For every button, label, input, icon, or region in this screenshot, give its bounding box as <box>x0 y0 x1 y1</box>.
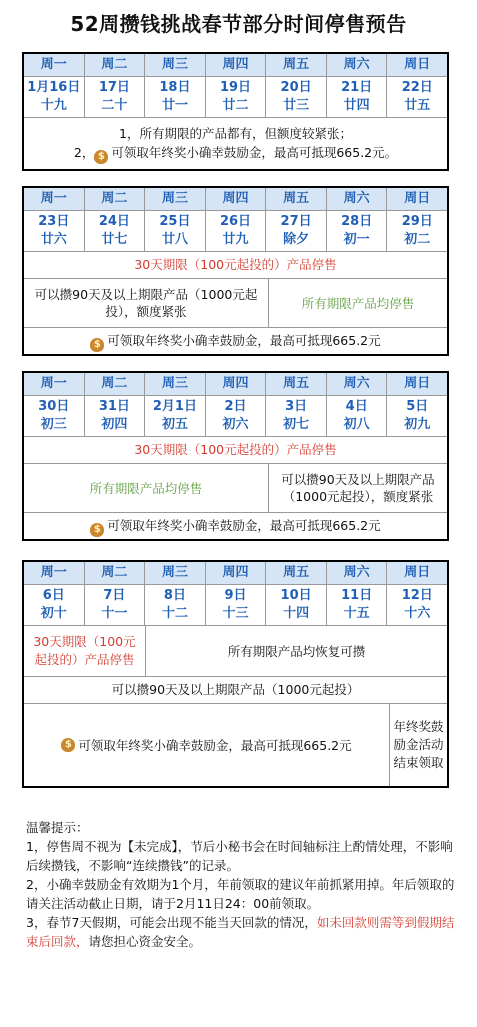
weekday: 周六 <box>327 54 388 76</box>
date-cell: 24日 廿七 <box>85 211 146 251</box>
weekday: 周日 <box>404 57 431 72</box>
week-table-3 <box>22 371 449 541</box>
date-cell: 30日 初三 <box>24 396 85 436</box>
weekday: 周一 <box>24 562 85 584</box>
weekday: 周二 <box>85 373 146 395</box>
date-cell: 12日 十六 <box>401 588 433 621</box>
weekday-header <box>24 54 447 77</box>
date-cell: 21日 廿四 <box>327 77 388 117</box>
all-stopped: 所有期限产品均停售 <box>24 464 269 512</box>
long-term-available: 可以攒90天及以上期限产品（1000元起投），额度紧张 <box>281 472 435 504</box>
bonus-line: $ 可领取年终奖小确幸鼓励金，最高可抵现665.2元 <box>24 704 390 786</box>
money-bag-icon: $ <box>90 338 104 352</box>
date-cell: 26日 廿九 <box>206 211 267 251</box>
weekday: 周四 <box>206 562 267 584</box>
weekday: 周日 <box>404 191 431 206</box>
date-cell: 20日 廿三 <box>266 77 327 117</box>
activity-end-notice: 年终奖鼓励金活动结束领取 <box>393 719 444 770</box>
bonus-line: $ 可领取年终奖小确幸鼓励金，最高可抵现665.2元 <box>24 513 447 539</box>
weekday-header <box>24 188 447 211</box>
long-term-available: 可以攒90天及以上期限产品（1000元起投） <box>24 677 447 704</box>
weekday: 周四 <box>206 373 267 395</box>
weekday: 周五 <box>266 54 327 76</box>
date-cell: 1月16日 十九 <box>24 77 85 117</box>
weekday: 周二 <box>85 54 146 76</box>
weekday: 周六 <box>327 562 388 584</box>
weekday: 周五 <box>266 188 327 210</box>
date-cell: 28日 初一 <box>327 211 388 251</box>
weekday: 周二 <box>85 562 146 584</box>
all-stopped: 所有期限产品均停售 <box>301 296 415 311</box>
date-cell: 7日 十一 <box>85 585 146 625</box>
week-table-2 <box>22 186 449 356</box>
stop-30-notice: 30天期限（100元起投的）产品停售 <box>24 252 447 279</box>
weekday: 周六 <box>327 373 388 395</box>
date-cell: 5日 初九 <box>404 399 431 432</box>
note-line-1: 1，所有期限的产品都有，但额度较紧张； <box>119 126 352 141</box>
tip-1: 1，停售周不视为【未完成】，节后小秘书会在时间轴标注上酌情处理，不影响后续攒钱，不影响“连续攒钱”的记录。 <box>26 839 453 873</box>
date-cell: 17日 二十 <box>85 77 146 117</box>
stop-30-notice: 30天期限（100元起投的）产品停售 <box>24 437 447 464</box>
tip-3: 3，春节7天假期，可能会出现不能当天回款的情况，如未回款则需等到假期结束后回款，请您担心资金安全。 <box>26 915 455 949</box>
weekday: 周日 <box>404 565 431 580</box>
date-row <box>24 585 447 626</box>
weekday: 周五 <box>266 562 327 584</box>
money-bag-icon: $ <box>94 150 108 164</box>
weekday: 周五 <box>266 373 327 395</box>
date-cell: 8日 十二 <box>145 585 206 625</box>
date-cell: 18日 廿一 <box>145 77 206 117</box>
weekday-header <box>24 562 447 585</box>
weekday: 周三 <box>145 188 206 210</box>
availability-split <box>24 279 447 328</box>
date-cell: 23日 廿六 <box>24 211 85 251</box>
weekday: 周四 <box>206 188 267 210</box>
weekday: 周一 <box>24 188 85 210</box>
weekday: 周三 <box>145 373 206 395</box>
weekday-header <box>24 373 447 396</box>
money-bag-icon: $ <box>90 523 104 537</box>
long-term-available: 可以攒90天及以上期限产品（1000元起投），额度紧张 <box>24 279 269 327</box>
week-table-4 <box>22 560 449 788</box>
date-cell: 11日 十五 <box>327 585 388 625</box>
date-cell: 27日 除夕 <box>266 211 327 251</box>
tips-heading: 温馨提示： <box>26 820 89 835</box>
weekday: 周四 <box>206 54 267 76</box>
date-cell: 3日 初七 <box>266 396 327 436</box>
weekday: 周一 <box>24 373 85 395</box>
date-cell: 31日 初四 <box>85 396 146 436</box>
date-row <box>24 211 447 252</box>
weekday: 周六 <box>327 188 388 210</box>
date-cell: 25日 廿八 <box>145 211 206 251</box>
date-cell: 4日 初八 <box>327 396 388 436</box>
date-cell: 10日 十四 <box>266 585 327 625</box>
date-row <box>24 396 447 437</box>
date-cell: 22日 廿五 <box>401 80 433 113</box>
tips-section <box>26 818 456 951</box>
bonus-line: $ 可领取年终奖小确幸鼓励金，最高可抵现665.2元 <box>24 328 447 354</box>
weekday: 周三 <box>145 562 206 584</box>
week1-notes <box>24 118 447 169</box>
stop-and-resume <box>24 626 447 677</box>
date-cell: 2月1日 初五 <box>145 396 206 436</box>
resume-notice: 所有期限产品均恢复可攒 <box>227 644 366 659</box>
tip-2: 2，小确幸鼓励金有效期为1个月，年前领取的建议年前抓紧用掉。年后领取的请关注活动截止日期，请于2月11日24：00前领取。 <box>26 877 455 911</box>
date-cell: 29日 初二 <box>401 214 433 247</box>
date-cell: 2日 初六 <box>206 396 267 436</box>
date-row <box>24 77 447 118</box>
weekday: 周日 <box>404 376 431 391</box>
week-table-1 <box>22 52 449 171</box>
page-title: 52周攒钱挑战春节部分时间停售预告 <box>70 12 407 36</box>
weekday: 周一 <box>24 54 85 76</box>
weekday: 周三 <box>145 54 206 76</box>
date-cell: 6日 初十 <box>24 585 85 625</box>
weekday: 周二 <box>85 188 146 210</box>
date-cell: 9日 十三 <box>206 585 267 625</box>
availability-split <box>24 464 447 513</box>
money-bag-icon: $ <box>61 738 75 752</box>
bonus-and-end <box>24 704 447 786</box>
note-line-2: 2， $ 可领取年终奖小确幸鼓励金，最高可抵现665.2元。 <box>73 145 398 162</box>
stop-30-notice: 30天期限（100元起投的）产品停售 <box>24 626 146 676</box>
date-cell: 19日 廿二 <box>206 77 267 117</box>
